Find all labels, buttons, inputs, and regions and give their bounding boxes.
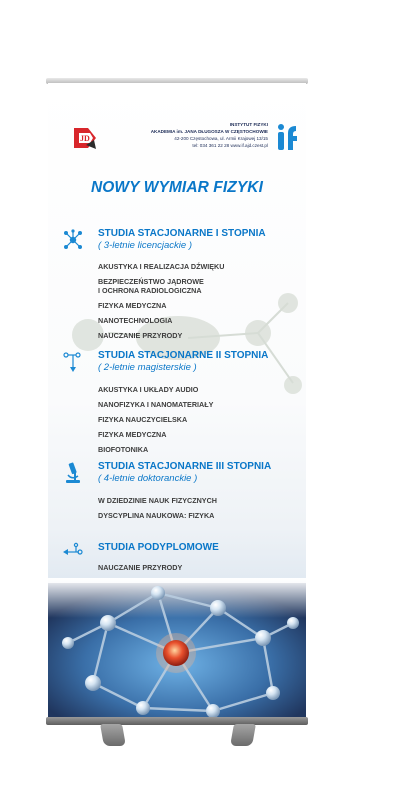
list-item: W DZIEDZINIE NAUK FIZYCZNYCH (98, 496, 217, 505)
list-item: NANOTECHNOLOGIA (98, 316, 173, 325)
program-list (98, 496, 217, 520)
section-subtitle: ( 3-letnie licencjackie ) (98, 240, 192, 251)
list-item: FIZYKA MEDYCZNA (98, 301, 167, 310)
section-subtitle: ( 4-letnie doktoranckie ) (98, 473, 198, 484)
list-item: I OCHRONA RADIOLOGICZNA (98, 286, 202, 295)
section-title: STUDIA STACJONARNE I STOPNIA (98, 228, 266, 239)
list-item: AKUSTYKA I REALIZACJA DŹWIĘKU (98, 262, 225, 271)
section-subtitle: ( 2-letnie magisterskie ) (98, 362, 197, 373)
list-item: BEZPIECZEŃSTWO JĄDROWE (98, 277, 204, 286)
program-list (98, 563, 182, 572)
section-title: STUDIA PODYPLOMOWE (98, 542, 219, 553)
section-title: STUDIA STACJONARNE III STOPNIA (98, 461, 272, 472)
program-list (98, 385, 213, 454)
list-item: NAUCZANIE PRZYRODY (98, 563, 183, 572)
list-item: DYSCYPLINA NAUKOWA: FIZYKA (98, 511, 215, 520)
main-title: NOWY WYMIAR FIZYKI (90, 179, 263, 196)
circuit-left-arrow-icon (62, 540, 84, 564)
stand-base (46, 717, 308, 725)
stand-foot-left (100, 724, 126, 746)
university-logo (72, 125, 98, 151)
institute-info (108, 121, 268, 149)
institute-of-physics-logo (276, 123, 298, 153)
stand-foot-right (230, 724, 256, 746)
list-item: FIZYKA NAUCZYCIELSKA (98, 415, 188, 424)
list-item: NANOFIZYKA I NANOMATERIAŁY (98, 400, 214, 409)
rollup-banner (48, 83, 306, 718)
list-item: NAUCZANIE PRZYRODY (98, 331, 183, 340)
address: 42-200 Częstochowa, ul. Armii Krajowej 13/15 (174, 136, 268, 141)
microscope-icon (62, 461, 84, 485)
svg-text:JD: JD (80, 134, 90, 143)
academy-name: AKADEMIA im. JANA DŁUGOSZA W CZĘSTOCHOWIE (150, 129, 268, 134)
contact: tel: 034 361 22 28 www.if.ajd.czest.pl (192, 143, 268, 148)
molecule-icon (62, 228, 84, 252)
circuit-arrows-icon (62, 350, 84, 374)
program-list (98, 262, 224, 340)
list-item: AKUSTYKA I UKŁADY AUDIO (98, 385, 199, 394)
list-item: FIZYKA MEDYCZNA (98, 430, 167, 439)
institute-name: INSTYTUT FIZYKI (229, 122, 268, 127)
section-title: STUDIA STACJONARNE II STOPNIA (98, 350, 269, 361)
list-item: BIOFOTONIKA (98, 445, 149, 454)
